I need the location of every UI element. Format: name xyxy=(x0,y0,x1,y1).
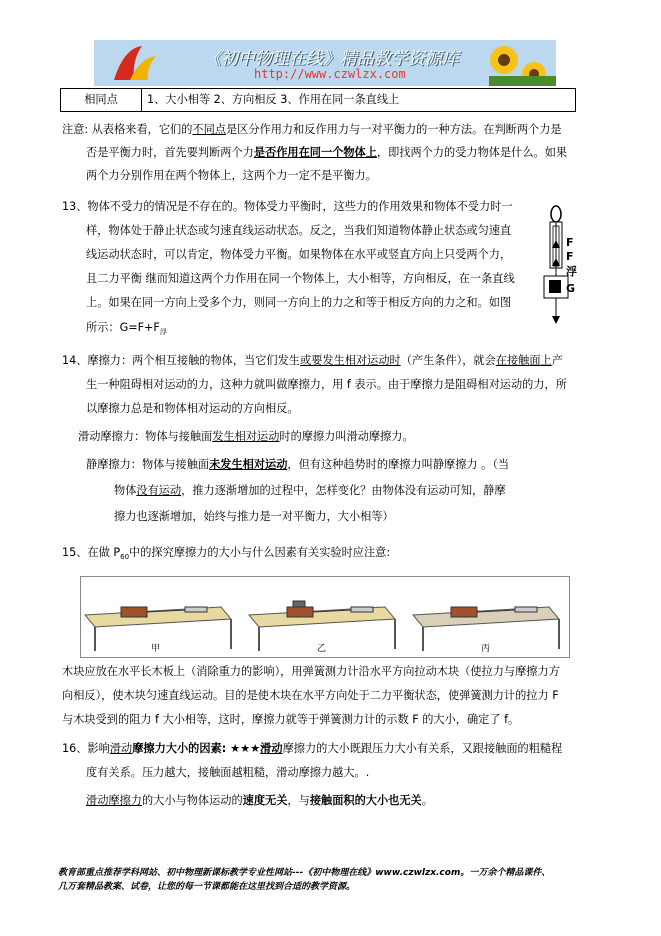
item16-underline: 滑动 xyxy=(109,742,133,755)
item13-line: 样，物体处于静止状态或匀速直线运动状态。反之，当我们知道物体静止状态或匀速直 xyxy=(86,224,512,237)
footer-line: 教育部重点推荐学科网站、初中物理新课标教学专业性网站---《初中物理在线》www.czwlzx.com。一万余个精品课件、 xyxy=(58,868,551,878)
note-text: 否是平衡力时，首先要判断两个力 xyxy=(86,146,254,159)
force-label-g: G xyxy=(566,282,576,295)
note-text: ，即找两个力的受力物体是什么。如果 xyxy=(376,146,568,159)
force-label-buoyancy: F浮 xyxy=(566,250,577,278)
sliding-friction-underline: 发生相对运动 xyxy=(212,430,280,443)
static-friction-text: 物体 xyxy=(114,484,137,497)
item16-text: ，与 xyxy=(287,794,310,807)
friction-experiment-figure xyxy=(80,576,570,658)
table-row-content: 1、大小相等 2、方向相反 3、作用在同一条直线上 xyxy=(147,93,400,106)
banner-title: 《初中物理在线》精品教学资源库 xyxy=(204,49,459,69)
sliding-friction-text: 时的摩擦力叫滑动摩擦力。 xyxy=(279,430,414,443)
item15-title: 15、在做 P xyxy=(62,546,121,559)
note-text: 注意: 从表格来看，它们的 xyxy=(62,123,193,136)
item16-text: 摩擦力的大小既跟压力大小有关系，又跟接触面的粗糙程 xyxy=(282,742,563,755)
item16-underline: 滑动 xyxy=(260,742,283,755)
header-banner xyxy=(94,40,556,86)
force-diagram xyxy=(536,204,582,326)
static-friction-text: 静摩擦力：物体与接触面 xyxy=(86,458,210,471)
item16-emphasis: 速度无关 xyxy=(242,794,288,807)
item13-line: 且二力平衡 继而知道这两个力作用在同一个物体上，大小相等，方向相反，在一条直线 xyxy=(86,272,515,285)
table-row-label: 相同点 xyxy=(61,89,142,111)
static-friction-text: ，推力逐渐增加的过程中，怎样变化？由物体没有运动可知，静摩 xyxy=(181,484,506,497)
item14-line: 以摩擦力总是和物体相对运动的方向相反。 xyxy=(86,402,299,415)
item14-text: 产 xyxy=(551,354,563,367)
item16-emphasis: 接触面积的大小也无关 xyxy=(309,794,422,807)
item16-text: 的大小与物体运动的 xyxy=(141,794,243,807)
item14-text: （产生条件），就会 xyxy=(400,354,496,367)
item14-underline: 在接触面上 xyxy=(495,354,552,367)
figure-label-bing: 丙 xyxy=(481,644,491,654)
item16-emphasis: 摩擦力大小的因素: ★★★ xyxy=(132,742,261,755)
sliding-friction-text: 滑动摩擦力：物体与接触面 xyxy=(78,430,213,443)
item14-line: 生一种阻碍相对运动的力，这种力就叫做摩擦力，用 f 表示。由于摩擦力是阻碍相对运动的力，所 xyxy=(86,378,567,391)
item15-title: 中的探究摩擦力的大小与什么因素有关实验时应注意: xyxy=(129,546,391,559)
item15-line: 向相反），使木块匀速直线运动。目的是使木块在水平方向处于二力平衡状态，使弹簧测力计的拉力 F xyxy=(62,689,559,702)
item15-line: 木块应放在水平长木板上（消除重力的影响），用弹簧测力计沿水平方向拉动木块（使拉力与摩擦力方 xyxy=(62,665,560,678)
item16-underline: 滑动摩擦力 xyxy=(86,794,142,807)
figure-label-yi: 乙 xyxy=(317,644,327,654)
static-friction-text: 擦力也逐渐增加，始终与推力是一对平衡力，大小相等） xyxy=(114,510,394,523)
footer-line: 几万套精品教案、试卷，让您的每一节课都能在这里找到合适的教学资源。 xyxy=(58,882,356,892)
item15-title-sub: 60 xyxy=(120,553,130,562)
note-emphasis: 是否作用在同一个物体上 xyxy=(253,146,377,159)
static-friction-underline: 未发生相对运动 xyxy=(209,458,288,471)
item13-formula-sub: 浮 xyxy=(159,328,167,337)
item14-underline: 或要发生相对运动时 xyxy=(300,354,401,367)
item16-text: 16、影响 xyxy=(62,742,110,755)
item14-text: 14、摩擦力：两个相互接触的物体，当它们发生 xyxy=(62,354,300,367)
static-friction-underline: 没有运动 xyxy=(136,484,182,497)
item13-line: 13、物体不受力的情况是不存在的。物体受力平衡时，这些力的作用效果和物体不受力时一 xyxy=(62,200,513,213)
note-text: 是区分作用力和反作用力与一对平衡力的一种方法。在判断两个力是 xyxy=(225,123,562,136)
item16-text: 。 xyxy=(421,794,433,807)
comparison-table-row xyxy=(60,88,576,112)
static-friction-text: ，但有这种趋势时的摩擦力叫静摩擦力 。（当 xyxy=(287,458,510,471)
note-underline: 不同点 xyxy=(192,123,226,136)
item15-line: 与木块受到的阻力 f 大小相等，这时，摩擦力就等于弹簧测力计的示数 F 的大小，确定了 f。 xyxy=(62,713,520,726)
item13-line: 线运动状态时，可以肯定，物体受力平衡。如果物体在水平或竖直方向上只受两个力， xyxy=(86,248,512,261)
note-text: 两个力分别作用在两个物体上，这两个力一定不是平衡力。 xyxy=(86,169,377,182)
banner-url: http://www.czwlzx.com xyxy=(254,67,406,81)
figure-label-jia: 甲 xyxy=(151,644,161,654)
item16-line: 度有关系。压力越大，接触面越粗糙，滑动摩擦力越大。. xyxy=(86,766,370,779)
force-label-f: F xyxy=(566,236,574,249)
item13-line: 上。如果在同一方向上受多个力，则同一方向上的力之和等于相反方向的力之和。如图 xyxy=(86,296,512,309)
item13-formula: 所示：G=F+F xyxy=(86,321,160,334)
